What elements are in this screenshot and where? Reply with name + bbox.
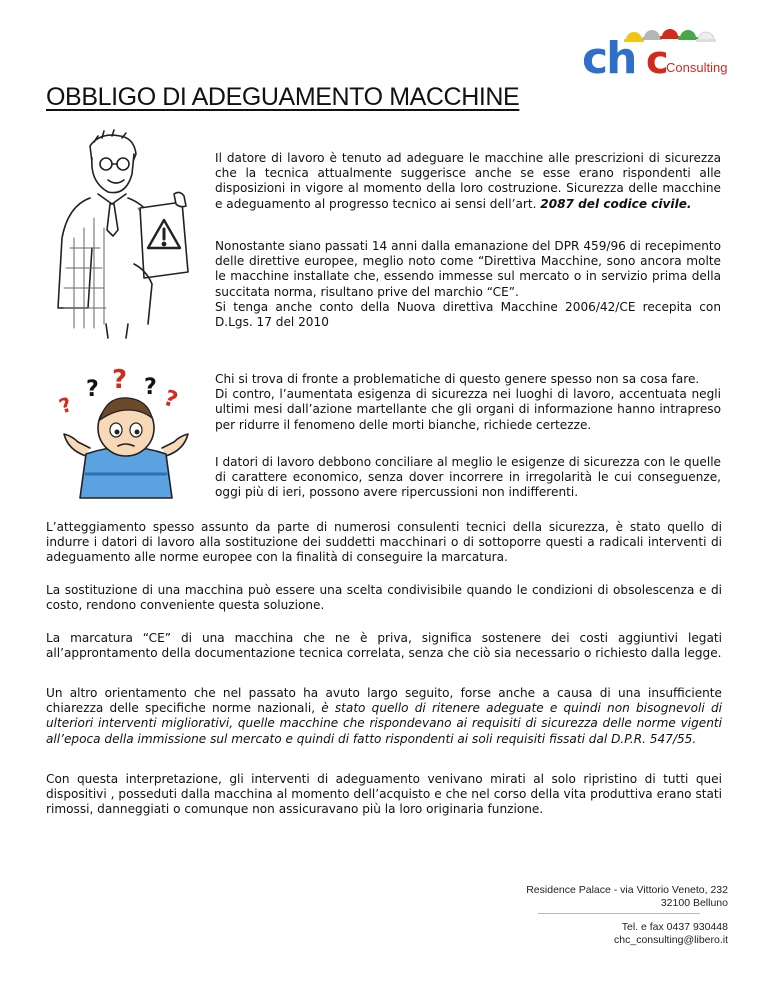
page-title: OBBLIGO DI ADEGUAMENTO MACCHINE xyxy=(46,83,520,111)
hard-hats-icon xyxy=(624,29,716,42)
confused-person-illustration xyxy=(56,366,196,506)
second-paragraph-1: Chi si trova di fronte a problematiche di questo genere spesso non sa cosa fare. Di contro, l’aumentata esigenza di sicurezza nei luoghi di lavoro, accentuata negli ultimi mesi dall’azione martellante che gli organi di informazione hanno intrapreso per ridurre il fenomeno delle morti bianche, richiede certezze. xyxy=(215,372,721,432)
footer-email[interactable]: chc_consulting@libero.it xyxy=(614,934,728,946)
svg-text:?: ? xyxy=(56,391,76,419)
svg-text:?: ? xyxy=(160,385,181,414)
logo-main-text: ch xyxy=(582,33,636,80)
svg-text:?: ? xyxy=(86,377,99,402)
svg-text:?: ? xyxy=(144,375,157,400)
second-paragraph-2: I datori di lavoro debbono conciliare al meglio le esigenze di sicurezza con le quelle di carattere economico, senza dover incorrere in irregolarità le cui conseguenze, oggi più di ieri, possono avere ripercussioni non indifferenti. xyxy=(215,455,721,500)
footer-contacts xyxy=(614,921,728,947)
body-paragraph-5: Con questa interpretazione, gli interventi di adeguamento venivano mirati al solo ripristino di tutti quei dispositivi , posseduti dalla macchina al momento dell’acquisto e che nel corso della vita produttiva erano stati rimossi, danneggiati o comunque non assicuravano più la loro originaria funzione. xyxy=(46,772,722,817)
body-paragraph-1: L’atteggiamento spesso assunto da parte di numerosi consulenti tecnici della sicurezza, è stato quello di indurre i datori di lavoro alla sostituzione dei suddetti macchinari o di sottoporre questi a radicali interventi di adeguamento alle norme europee con la finalità di conseguire la marcatura. xyxy=(46,520,722,565)
worker-warning-illustration xyxy=(50,128,210,344)
company-logo xyxy=(578,18,730,80)
footer-address-line-1: Residence Palace - via Vittorio Veneto, 232 xyxy=(526,884,728,896)
logo-suffix-text: Consulting xyxy=(666,60,728,75)
footer-address xyxy=(526,884,728,910)
body-paragraph-2: La sostituzione di una macchina può essere una scelta condivisibile quando le condizioni di obsolescenza e di costo, rendono conveniente questa soluzione. xyxy=(46,583,722,613)
body-paragraph-3: La marcatura “CE” di una macchina che ne è priva, significa sostenere dei costi aggiuntivi legati all’approntamento della documentazione tecnica correlata, senza che ciò sia necessario o richiesto dalla legge. xyxy=(46,631,722,661)
footer-address-line-2: 32100 Belluno xyxy=(660,897,728,909)
svg-text:?: ? xyxy=(112,366,128,395)
svg-text:c: c xyxy=(646,38,669,80)
intro-paragraph-1: Il datore di lavoro è tenuto ad adeguare le macchine alle prescrizioni di sicurezza che la tecnica attualmente suggerisce anche se esse erano rispondenti alle disposizioni in vigore al momento della loro costruzione. Sicurezza delle macchine e adeguamento al progresso tecnico ai sensi dell’art. 2087 del codice civile. xyxy=(215,151,721,211)
footer-divider xyxy=(538,913,700,914)
body-paragraph-4: Un altro orientamento che nel passato ha avuto largo seguito, forse anche a causa di una insufficiente chiarezza delle specifiche norme nazionali, è stato quello di ritenere adeguate e quindi non bisognevoli di ulteriori interventi migliorativi, quelle macchine che rispondevano ai requisiti di sicurezza delle norme vigenti all’epoca della immissione sul mercato e quindi di fatto rispondenti ai soli requisiti fissati dal D.P.R. 547/55. xyxy=(46,686,722,746)
intro-paragraph-2: Nonostante siano passati 14 anni dalla emanazione del DPR 459/96 di recepimento delle direttive europee, meglio noto come “Direttiva Macchine, sono ancora molte le macchine installate che, essendo immesse sul mercato o in servizio prima della succitata norma, risultano prive del marchio “CE”. Si tenga anche conto della Nuova direttiva Macchine 2006/42/CE recepita con D.Lgs. 17 del 2010 xyxy=(215,239,721,330)
footer-phone: Tel. e fax 0437 930448 xyxy=(621,921,728,933)
